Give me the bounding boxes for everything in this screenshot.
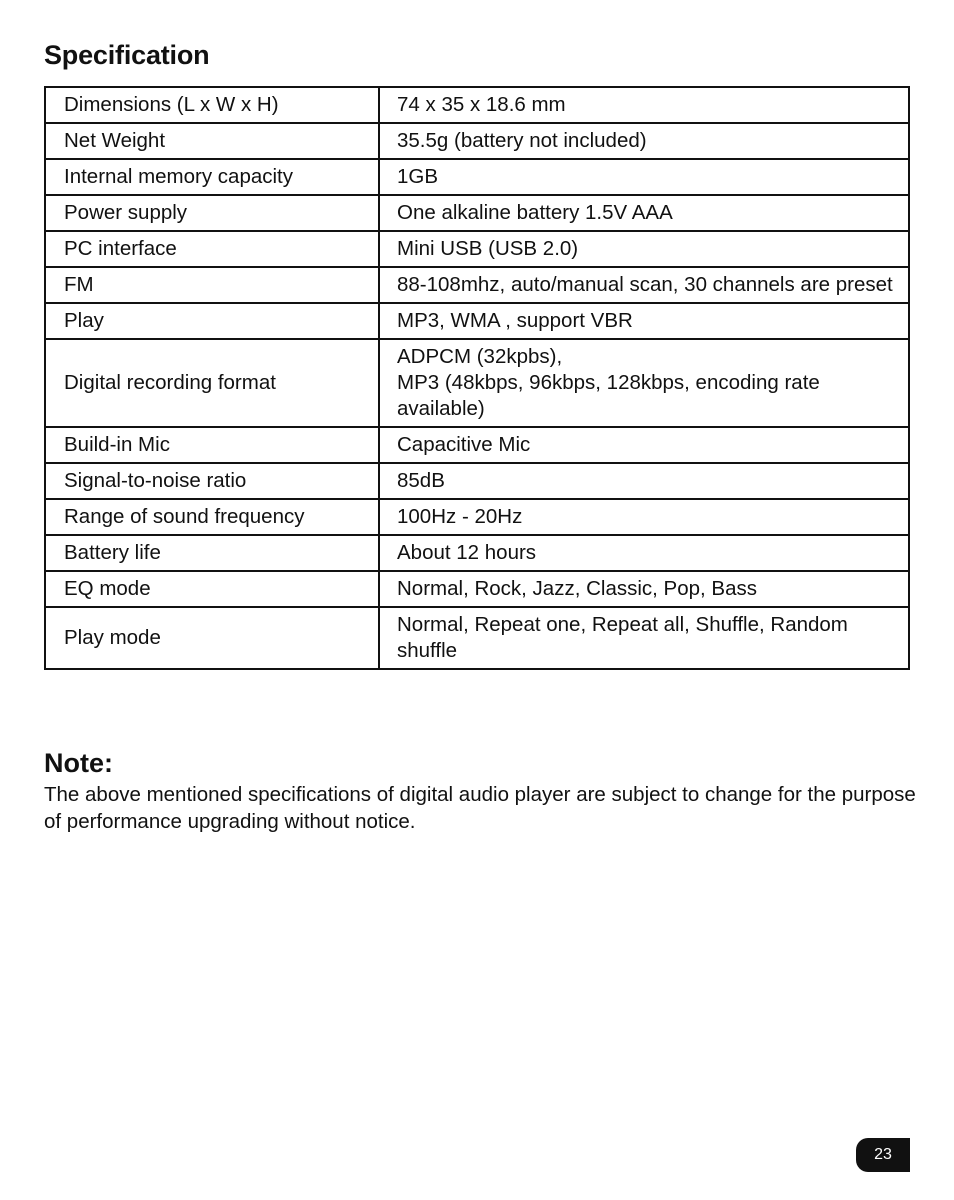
spec-label: Digital recording format	[45, 339, 379, 427]
spec-label: PC interface	[45, 231, 379, 267]
spec-value-line: MP3 (48kbps, 96kbps, 128kbps, encoding rate available)	[397, 371, 820, 420]
spec-label: Net Weight	[45, 123, 379, 159]
spec-value	[379, 339, 909, 427]
spec-label: Internal memory capacity	[45, 159, 379, 195]
spec-value	[379, 303, 909, 339]
spec-value-line: Normal, Repeat one, Repeat all, Shuffle, Random shuffle	[397, 613, 848, 662]
spec-value-line: Mini USB (USB 2.0)	[397, 237, 579, 260]
spec-value	[379, 231, 909, 267]
spec-value-line: Capacitive Mic	[397, 433, 531, 456]
spec-value-line: One alkaline battery 1.5V AAA	[397, 201, 673, 224]
spec-value	[379, 607, 909, 669]
spec-label: Play	[45, 303, 379, 339]
spec-value-line: 100Hz - 20Hz	[397, 505, 523, 528]
spec-value	[379, 87, 909, 123]
spec-value	[379, 499, 909, 535]
spec-label: Signal-to-noise ratio	[45, 463, 379, 499]
spec-row	[45, 499, 909, 535]
spec-label: Power supply	[45, 195, 379, 231]
spec-row	[45, 231, 909, 267]
page-number-badge	[856, 1138, 910, 1172]
spec-value	[379, 427, 909, 463]
spec-value-line: 88-108mhz, auto/manual scan, 30 channels are preset	[397, 273, 893, 296]
note-text: The above mentioned specifications of digital audio player are subject to change for the purpose of performance upgrading without notice.	[44, 783, 916, 833]
spec-label: Build-in Mic	[45, 427, 379, 463]
page-title: Specification	[44, 40, 210, 70]
spec-row	[45, 535, 909, 571]
spec-value	[379, 159, 909, 195]
spec-label: Battery life	[45, 535, 379, 571]
spec-row	[45, 607, 909, 669]
spec-row	[45, 267, 909, 303]
spec-row	[45, 571, 909, 607]
spec-value	[379, 123, 909, 159]
spec-row	[45, 463, 909, 499]
spec-value-line: 1GB	[397, 165, 439, 188]
note-heading: Note:	[44, 748, 113, 778]
spec-value-line: MP3, WMA , support VBR	[397, 309, 633, 332]
spec-label: Dimensions (L x W x H)	[45, 87, 379, 123]
specification-table	[44, 86, 910, 670]
spec-label: Play mode	[45, 607, 379, 669]
spec-value-line: 35.5g (battery not included)	[397, 129, 647, 152]
spec-row	[45, 427, 909, 463]
spec-row	[45, 159, 909, 195]
spec-value-line: About 12 hours	[397, 541, 537, 564]
spec-value-line: ADPCM (32kpbs),	[397, 345, 563, 368]
spec-row	[45, 195, 909, 231]
spec-value	[379, 267, 909, 303]
spec-label: EQ mode	[45, 571, 379, 607]
spec-value	[379, 195, 909, 231]
spec-row	[45, 339, 909, 427]
spec-row	[45, 303, 909, 339]
spec-value-line: 85dB	[397, 469, 445, 492]
spec-value	[379, 571, 909, 607]
page-number: 23	[874, 1146, 892, 1163]
spec-value	[379, 535, 909, 571]
spec-row	[45, 87, 909, 123]
spec-label: FM	[45, 267, 379, 303]
spec-row	[45, 123, 909, 159]
spec-value-line: 74 x 35 x 18.6 mm	[397, 93, 566, 116]
specification-table-body	[45, 87, 909, 669]
spec-label: Range of sound frequency	[45, 499, 379, 535]
spec-value	[379, 463, 909, 499]
spec-value-line: Normal, Rock, Jazz, Classic, Pop, Bass	[397, 577, 757, 600]
